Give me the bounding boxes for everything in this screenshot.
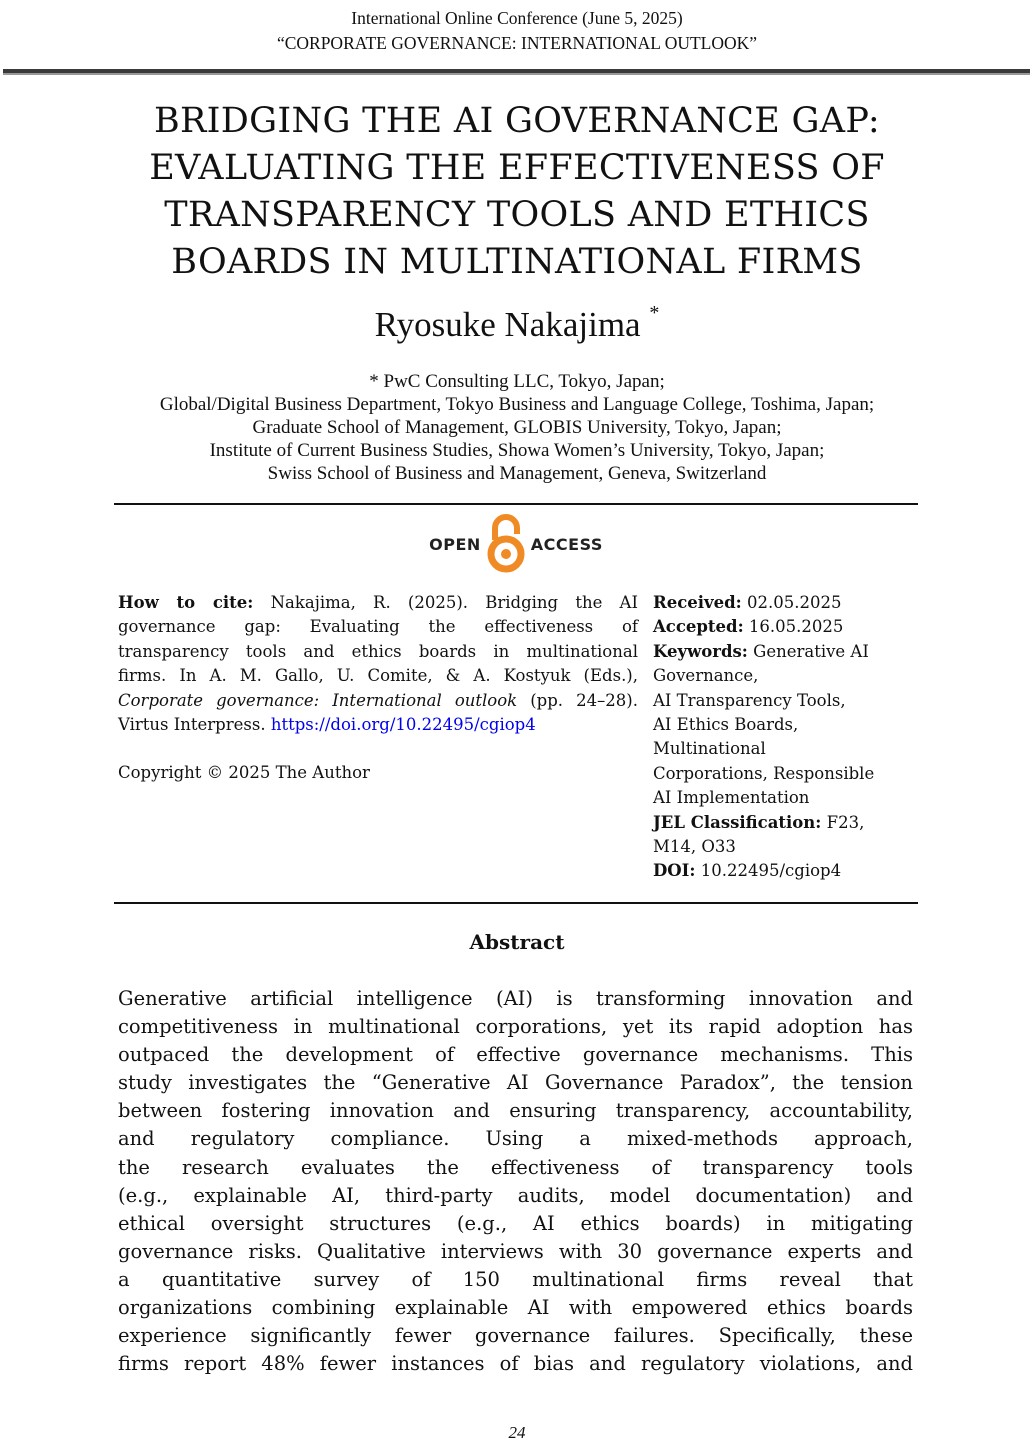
keyword-line: Generative AI	[747, 641, 869, 661]
received-date: 02.05.2025	[741, 593, 842, 612]
cite-text: transparency tools and ethics boards in multinational	[118, 641, 638, 661]
how-to-cite	[118, 591, 638, 786]
affiliation: Swiss School of Business and Management, Geneva, Switzerland	[267, 463, 767, 484]
book-title: Corporate governance: International outlook	[118, 690, 518, 710]
copyright: Copyright © 2025 The Author	[118, 763, 370, 783]
abstract-line: ethical oversight structures (e.g., AI ethics boards) in mitigating	[118, 1211, 913, 1235]
accepted-label: Accepted:	[653, 617, 744, 637]
author-mark: *	[649, 302, 660, 325]
cite-label: How to cite:	[118, 593, 254, 612]
abstract-line: between fostering innovation and ensuring transparency, accountability,	[118, 1099, 913, 1123]
cite-text: Virtus Interpress.	[118, 715, 271, 735]
affiliations	[0, 370, 1034, 485]
abstract-line: organizations combining explainable AI with empowered ethics boards	[118, 1296, 913, 1320]
open-access-logo	[426, 513, 606, 575]
abstract-heading: Abstract	[469, 930, 565, 954]
title-line: BOARDS IN MULTINATIONAL FIRMS	[171, 242, 863, 282]
abstract-line: outpaced the development of effective governance mechanisms. This	[118, 1043, 913, 1067]
jel-codes: M14, O33	[653, 837, 736, 857]
abstract-line: Generative artificial intelligence (AI) is transforming innovation and	[118, 987, 913, 1010]
header-rule	[3, 69, 1030, 75]
abstract-line: a quantitative survey of 150 multinational firms reveal that	[118, 1267, 913, 1291]
jel-label: JEL Classification:	[653, 812, 822, 832]
author	[0, 302, 1034, 345]
abstract-line: firms report 48% fewer instances of bias and regulatory violations, and	[118, 1352, 913, 1376]
affiliation: Institute of Current Business Studies, Showa Women’s University, Tokyo, Japan;	[209, 440, 825, 461]
received-label: Received:	[653, 593, 742, 612]
title-line: TRANSPARENCY TOOLS AND ETHICS	[164, 195, 870, 235]
keyword-line: AI Transparency Tools,	[653, 690, 846, 710]
affiliation: Graduate School of Management, GLOBIS University, Tokyo, Japan;	[252, 417, 782, 438]
keyword-line: Corporations, Responsible	[653, 763, 875, 783]
abstract-line: and regulatory compliance. Using a mixed-methods approach,	[118, 1127, 913, 1151]
title-line: EVALUATING THE EFFECTIVENESS OF	[149, 148, 885, 188]
divider	[114, 503, 918, 505]
abstract-body	[118, 985, 913, 1378]
keyword-line: Multinational	[653, 739, 766, 759]
open-access-text: OPEN	[429, 534, 481, 554]
open-lock-icon	[485, 514, 527, 574]
affiliation: * PwC Consulting LLC, Tokyo, Japan;	[369, 371, 665, 392]
cite-text: firms. In A. M. Gallo, U. Comite, & A. Kostyuk (Eds.),	[118, 666, 638, 686]
paper-title	[60, 98, 974, 286]
doi-value: 10.22495/cgiop4	[695, 861, 842, 881]
affiliation: Global/Digital Business Department, Tokyo Business and Language College, Toshima, Japan;	[159, 394, 875, 415]
abstract-line: experience significantly fewer governance failures. Specifically, these	[118, 1324, 913, 1348]
author-name: Ryosuke Nakajima	[374, 305, 641, 344]
doi-link[interactable]: https://doi.org/10.22495/cgiop4	[270, 715, 536, 735]
abstract-line: (e.g., explainable AI, third-party audits, model documentation) and	[118, 1183, 913, 1207]
abstract-line: competitiveness in multinational corporations, yet its rapid adoption has	[118, 1015, 913, 1039]
keyword-line: Governance,	[653, 666, 759, 686]
conference-theme: “CORPORATE GOVERNANCE: INTERNATIONAL OUTLOOK”	[276, 33, 758, 53]
abstract-line: governance risks. Qualitative interviews with 30 governance experts and	[118, 1239, 913, 1263]
title-line: BRIDGING THE AI GOVERNANCE GAP:	[153, 101, 881, 141]
page-number: 24	[508, 1423, 526, 1442]
cite-text: (pp. 24–28).	[517, 690, 638, 710]
open-access-text: ACCESS	[530, 534, 603, 554]
keyword-line: AI Implementation	[653, 788, 810, 808]
keyword-line: AI Ethics Boards,	[653, 715, 799, 735]
cite-text: governance gap: Evaluating the effectiveness of	[118, 617, 638, 637]
doi-label: DOI:	[653, 861, 696, 881]
abstract-line: the research evaluates the effectiveness of transparency tools	[118, 1155, 913, 1179]
cite-text: Nakajima, R. (2025). Bridging the AI	[270, 593, 638, 612]
keywords-label: Keywords:	[653, 641, 748, 661]
accepted-date: 16.05.2025	[743, 617, 844, 637]
conference-name: International Online Conference (June 5, 2025)	[351, 8, 683, 28]
divider	[114, 902, 918, 904]
jel-codes: F23,	[821, 812, 865, 832]
article-meta	[653, 591, 918, 884]
abstract-line: study investigates the “Generative AI Governance Paradox”, the tension	[118, 1071, 913, 1095]
